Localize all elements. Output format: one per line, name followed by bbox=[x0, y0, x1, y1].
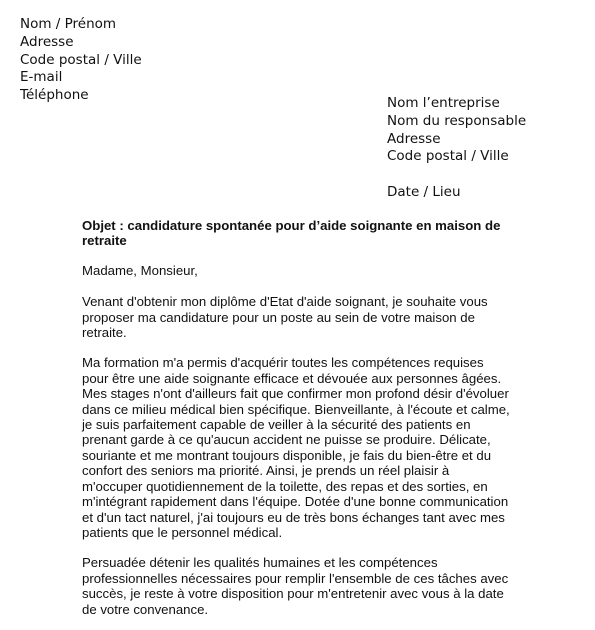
paragraph-line: succès, je reste à votre disposition pour m'entretenir avec vous à la date bbox=[82, 586, 504, 602]
paragraph-line: patients que le personnel médical. bbox=[82, 524, 283, 540]
paragraph-line: retraite. bbox=[82, 325, 127, 341]
recipient-manager: Nom du responsable bbox=[387, 112, 527, 129]
sender-email: E-mail bbox=[20, 69, 63, 86]
paragraph-line: et d'un tact naturel, j'ai toujours eu de très bons échanges tant avec mes bbox=[82, 509, 505, 525]
paragraph-line: souriante et me montrant toujours disponible, je fais du bien-être et du bbox=[82, 447, 492, 463]
subject-line: retraite bbox=[82, 233, 127, 249]
paragraph-line: je suis parfaitement capable de veiller à la sécurité des patients en bbox=[82, 417, 471, 433]
paragraph-line: Venant d'obtenir mon diplôme d'Etat d'aide soignant, je souhaite vous bbox=[82, 294, 488, 310]
recipient-address: Adresse bbox=[387, 130, 441, 147]
paragraph-line: m'occuper quotidiennement de la toilette, des repas et des sorties, en bbox=[82, 478, 488, 494]
date-place: Date / Lieu bbox=[387, 184, 461, 200]
sender-name: Nom / Prénom bbox=[20, 16, 117, 32]
paragraph-line: proposer ma candidature pour un poste au sein de votre maison de bbox=[82, 309, 475, 325]
recipient-postal-city: Code postal / Ville bbox=[387, 148, 509, 165]
paragraph-line: pour être une aide soignante efficace et dévouée aux personnes âgées. bbox=[82, 370, 502, 386]
paragraph-line: dans ce milieu médical bien spécifique. Bienveillante, à l'écoute et calme, bbox=[82, 401, 510, 417]
sender-address: Adresse bbox=[20, 33, 74, 50]
paragraph-line: professionnelles nécessaires pour remplir l'ensemble de ces tâches avec bbox=[82, 570, 509, 586]
paragraph-line: de votre convenance. bbox=[82, 601, 209, 617]
salutation: Madame, Monsieur, bbox=[82, 262, 198, 278]
paragraph-line: m'intégrant rapidement dans l'équipe. Dotée d'une bonne communication bbox=[82, 494, 509, 510]
letter-body bbox=[82, 218, 512, 630]
sender-phone: Téléphone bbox=[20, 87, 89, 104]
sender-block bbox=[20, 16, 142, 105]
recipient-company: Nom l’entreprise bbox=[387, 95, 500, 111]
paragraph-intro bbox=[82, 294, 512, 340]
recipient-block bbox=[387, 95, 526, 166]
sender-postal-city: Code postal / Ville bbox=[20, 51, 142, 68]
paragraph-line: confort des seniors ma priorité. Ainsi, je prends un réel plaisir à bbox=[82, 463, 450, 479]
paragraph-line: Mes stages n'ont d'ailleurs fait que confirmer mon profond désir d'évoluer bbox=[82, 386, 509, 402]
paragraph-line: Persuadée détenir les qualités humaines et les compétences bbox=[82, 555, 438, 571]
paragraph-line: Ma formation m'a permis d'acquérir toutes les compétences requises bbox=[82, 355, 484, 371]
letter-subject bbox=[82, 218, 512, 249]
subject-line: Objet : candidature spontanée pour d’aide soignante en maison de bbox=[82, 218, 501, 233]
paragraph-line: prenant garde à ce qu'aucun accident ne puisse se produire. Délicate, bbox=[82, 432, 491, 448]
paragraph-closing bbox=[82, 555, 512, 617]
paragraph-skills bbox=[82, 355, 512, 540]
